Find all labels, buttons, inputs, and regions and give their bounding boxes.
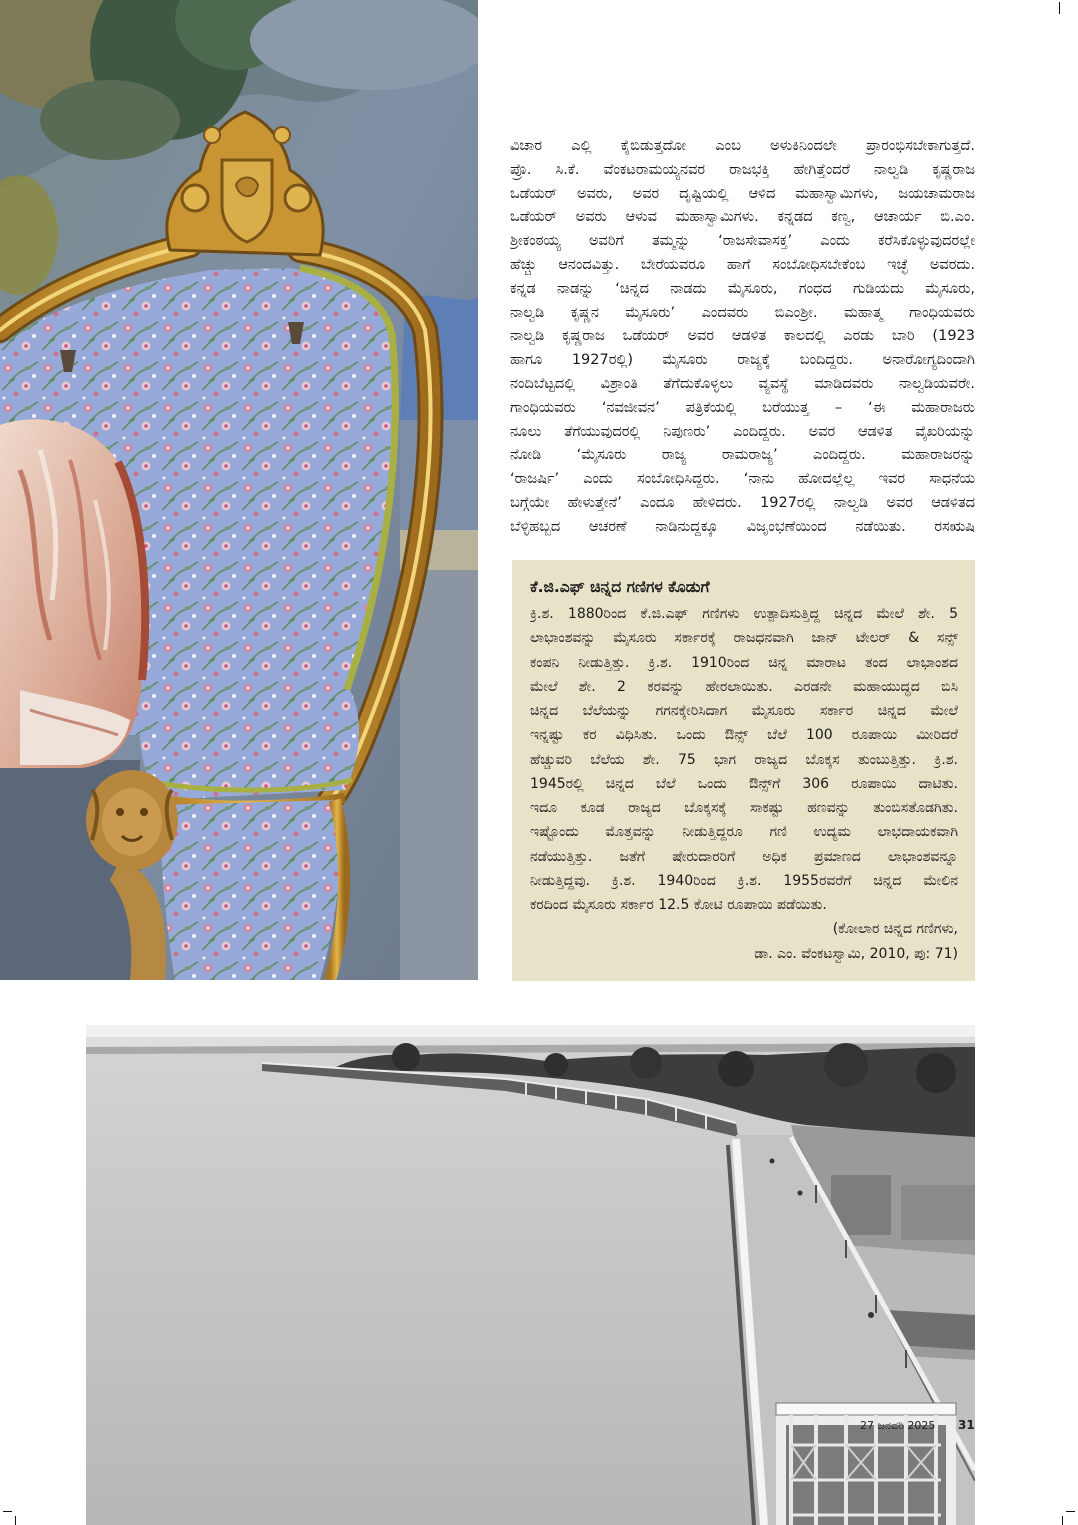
- article-line: ಒಡೆಯರ್ ಅವರು, ಅವರ ದೃಷ್ಟಿಯಲ್ಲಿ ಆಳಿದ ಮಹಾಸ್ವಾಮಿಗಳು, ಜಯಚಾಮರಾಜ: [510, 185, 975, 202]
- article-line: ನೂಲು ತೆಗೆಯುವುದರಲ್ಲಿ ನಿಪುಣರು’ ಎಂದಿದ್ದರು. ಅವರ ಆಡಳಿತ ವೈಖರಿಯನ್ನು: [510, 423, 975, 440]
- article-line: ನಾಲ್ವಡಿ ಕೃಷ್ಣನ ಮೈಸೂರು’ ಎಂದವರು ಬಿಎಂಶ್ರೀ. ಮಹಾತ್ಮ ಗಾಂಧಿಯವರು: [510, 304, 975, 321]
- article-line: ನಾಲ್ವಡಿ ಕೃಷ್ಣರಾಜ ಒಡೆಯರ್ ಅವರ ಆಡಳಿತ ಕಾಲದಲ್ಲಿ ಎರಡು ಬಾರಿ (1923: [510, 328, 975, 345]
- info-box-line: ನಡೆಯುತ್ತಿತ್ತು. ಜತೆಗೆ ಷೇರುದಾರರಿಗೆ ಅಧಿಕ ಪ್ರಮಾಣದ ಲಾಭಾಂಶವನ್ನೂ: [530, 848, 958, 865]
- citation-line: (ಕೋಲಾರ ಚಿನ್ನದ ಗಣಿಗಳು,: [832, 921, 958, 937]
- dam-photo: [86, 1025, 975, 1525]
- article-line: ಹಾಗೂ 1927ರಲ್ಲಿ) ಮೈಸೂರು ರಾಜ್ಯಕ್ಕೆ ಬಂದಿದ್ದರು. ಅನಾರೋಗ್ಯದಿಂದಾಗಿ: [510, 352, 975, 369]
- article-line: ಹೆಚ್ಚು ಆನಂದವಿತ್ತು. ಬೇರೆಯವರೂ ಹಾಗೆ ಸಂಬೋಧಿಸಬೇಕೆಂಬ ಇಚ್ಛೆ ಅವರದು.: [510, 256, 975, 273]
- article-line: ನೋಡಿ ‘ಮೈಸೂರು ರಾಜ್ಯ ರಾಮರಾಜ್ಯ’ ಎಂದಿದ್ದರು. ಮಹಾರಾಜರನ್ನು: [510, 447, 975, 464]
- article-line: ಕನ್ನಡ ನಾಡನ್ನು ‘ಚಿನ್ನದ ನಾಡದು ಮೈಸೂರು, ಗಂಧದ ಗುಡಿಯದು ಮೈಸೂರು,: [510, 280, 975, 297]
- chair-painting: [0, 0, 478, 980]
- kgf-info-box: [512, 560, 975, 981]
- info-box-line: ಹೆಚ್ಚುವರಿ ಬೆಲೆಯ ಶೇ. 75 ಭಾಗ ರಾಜ್ಯದ ಬೊಕ್ಕಸ ತುಂಬುತ್ತಿತ್ತು. ಕ್ರಿ.ಶ.: [530, 751, 958, 768]
- article-line: ಬಗ್ಗೆಯೇ ಹೇಳುತ್ತೇನೆ’ ಎಂದೂ ಹೇಳಿದರು. 1927ರಲ್ಲಿ ನಾಲ್ವಡಿ ಅವರ ಆಡಳಿತದ: [510, 494, 975, 511]
- info-box-line: ಇದೂ ಕೂಡ ರಾಜ್ಯದ ಬೊಕ್ಕಸಕ್ಕೆ ಸಾಕಷ್ಟು ಹಣವನ್ನು ತುಂಬಿಸತೊಡಗಿತು.: [530, 800, 958, 816]
- crop-mark-top-right: [1059, 2, 1060, 14]
- chair-seat: [140, 686, 359, 806]
- figure-robe: [0, 419, 146, 768]
- article-line: ಬೆಳ್ಳಿಹಬ್ಬದ ಆಚರಣೆ ನಾಡಿನುದ್ದಕ್ಕೂ ವಿಜೃಂಭಣೆಯಿಂದ ನಡೆಯಿತು. ರಸಋಷಿ: [510, 518, 975, 535]
- article-line: ನಂದಿಬೆಟ್ಟದಲ್ಲಿ ವಿಶ್ರಾಂತಿ ತೆಗೆದುಕೊಳ್ಳಲು ವ್ಯವಸ್ಥೆ ಮಾಡಿದವರು ನಾಲ್ವಡಿಯವರೇ.: [510, 375, 975, 392]
- info-box-line: ನೀಡುತ್ತಿದ್ದವು. ಕ್ರಿ.ಶ. 1940ರಿಂದ ಕ್ರಿ.ಶ. 1955ರವರೆಗೆ ಚಿನ್ನದ ಮೇಲಿನ: [530, 872, 958, 889]
- crop-mark-bottom-right: [1066, 1511, 1075, 1512]
- info-box-line: ಕಂಪನಿ ನೀಡುತ್ತಿತ್ತು. ಕ್ರಿ.ಶ. 1910ರಿಂದ ಚಿನ್ನ ಮಾರಾಟ ತಂದ ಲಾಭಾಂಶದ: [530, 654, 958, 671]
- article-line: ಪ್ರೊ. ಸಿ.ಕೆ. ವೆಂಕಟರಾಮಯ್ಯನವರ ರಾಜಭಕ್ತಿ ಹೇಗಿತ್ತೆಂದರೆ ನಾಲ್ವಡಿ ಕೃಷ್ಣರಾಜ: [510, 161, 975, 178]
- crop-mark-bottom-left: [3, 1511, 12, 1512]
- crop-mark-bottom-right-v: [1062, 1516, 1063, 1525]
- info-box-line: ಇಷ್ಟೊಂದು ಮೊತ್ತವನ್ನು ನೀಡುತ್ತಿದ್ದರೂ ಗಣಿ ಉದ್ಯಮ ಲಾಭದಾಯಕವಾಗಿ: [530, 824, 958, 841]
- info-box-body: [530, 602, 958, 917]
- info-box-line: ಕ್ರಿ.ಶ. 1880ರಿಂದ ಕೆ.ಜಿ.ಎಫ್ ಗಣಿಗಳು ಉತ್ಪಾದಿಸುತ್ತಿದ್ದ ಚಿನ್ನದ ಮೇಲೆ ಶೇ. 5: [530, 606, 958, 622]
- lion-head-armrest: [86, 770, 178, 870]
- info-box-line: ಚಿನ್ನದ ಬೆಲೆಯನ್ನು ಗಗನಕ್ಕೇರಿಸಿದಾಗ ಮೈಸೂರು ಸರ್ಕಾರ ಚಿನ್ನದ ಮೇಲೆ: [530, 703, 958, 719]
- page-number: 31: [958, 1418, 975, 1432]
- citation-line: ಡಾ. ಎಂ. ವೆಂಕಟಸ್ವಾಮಿ, 2010, ಪು: 71): [754, 946, 958, 962]
- article-line: ವಿಚಾರ ಎಲ್ಲಿ ಕೈಬಿಡುತ್ತದೋ ಎಂಬ ಅಳುಕಿನಿಂದಲೇ ಪ್ರಾರಂಭಿಸಬೇಕಾಗುತ್ತದೆ.: [510, 138, 975, 154]
- info-box-line: ಮೇಲೆ ಶೇ. 2 ಕರವನ್ನು ಹೇರಲಾಯಿತು. ಎರಡನೇ ಮಹಾಯುದ್ಧದ ಬಿಸಿ: [530, 678, 958, 695]
- crop-mark-bottom-left-v: [15, 1516, 16, 1525]
- article-column: [510, 135, 975, 540]
- info-box-line: ಕರದಿಂದ ಮೈಸೂರು ಸರ್ಕಾರ 12.5 ಕೋಟಿ ರೂಪಾಯಿ ಪಡೆಯಿತು.: [530, 897, 827, 913]
- article-line: ಗಾಂಧಿಯವರು ‘ನವಜೀವನ’ ಪತ್ರಿಕೆಯಲ್ಲಿ ಬರೆಯುತ್ತ – ‘ಈ ಮಹಾರಾಜರು: [510, 399, 975, 416]
- article-line: ಶ್ರೀಕಂಠಯ್ಯ ಅವರಿಗೆ ತಮ್ಮನ್ನು ‘ರಾಜಸೇವಾಸಕ್ತ’ ಎಂದು ಕರೆಸಿಕೊಳ್ಳುವುದರಲ್ಲೇ: [510, 233, 975, 250]
- article-line: ಒಡೆಯರ್ ಅವರು ಆಳುವ ಮಹಾಸ್ವಾಮಿಗಳು. ಕನ್ನಡದ ಕಣ್ವ, ಆಚಾರ್ಯ ಬಿ.ಎಂ.: [510, 209, 975, 226]
- info-box-line: 1945ರಲ್ಲಿ ಚಿನ್ನದ ಬೆಲೆ ಒಂದು ಔನ್ಸ್‌ಗೆ 306 ರೂಪಾಯಿ ದಾಟಿತು.: [530, 775, 958, 792]
- article-line: ‘ರಾಜರ್ಷಿ’ ಎಂದು ಸಂಬೋಧಿಸಿದ್ದರು. ‘ನಾನು ಹೋದಲ್ಲೆಲ್ಲ ಇವರ ಸಾಧನೆಯ: [510, 471, 975, 488]
- info-box-line: ಲಾಭಾಂಶವನ್ನು ಮೈಸೂರು ಸರ್ಕಾರಕ್ಕೆ ರಾಜಧನವಾಗಿ ಜಾನ್ ಟೇಲರ್ & ಸನ್ಸ್: [530, 630, 958, 647]
- info-box-line: ಇನ್ನಷ್ಟು ಕರ ವಿಧಿಸಿತು. ಒಂದು ಔನ್ಸ್ ಬೆಲೆ 100 ರೂಪಾಯಿ ಮೀರಿದರೆ: [530, 727, 958, 744]
- info-box-title: ಕೆ.ಜಿ.ಎಫ್ ಚಿನ್ನದ ಗಣಿಗಳ ಕೊಡುಗೆ: [530, 578, 710, 596]
- footer-issue-date: 27 ಜನವರಿ 2025: [860, 1419, 936, 1432]
